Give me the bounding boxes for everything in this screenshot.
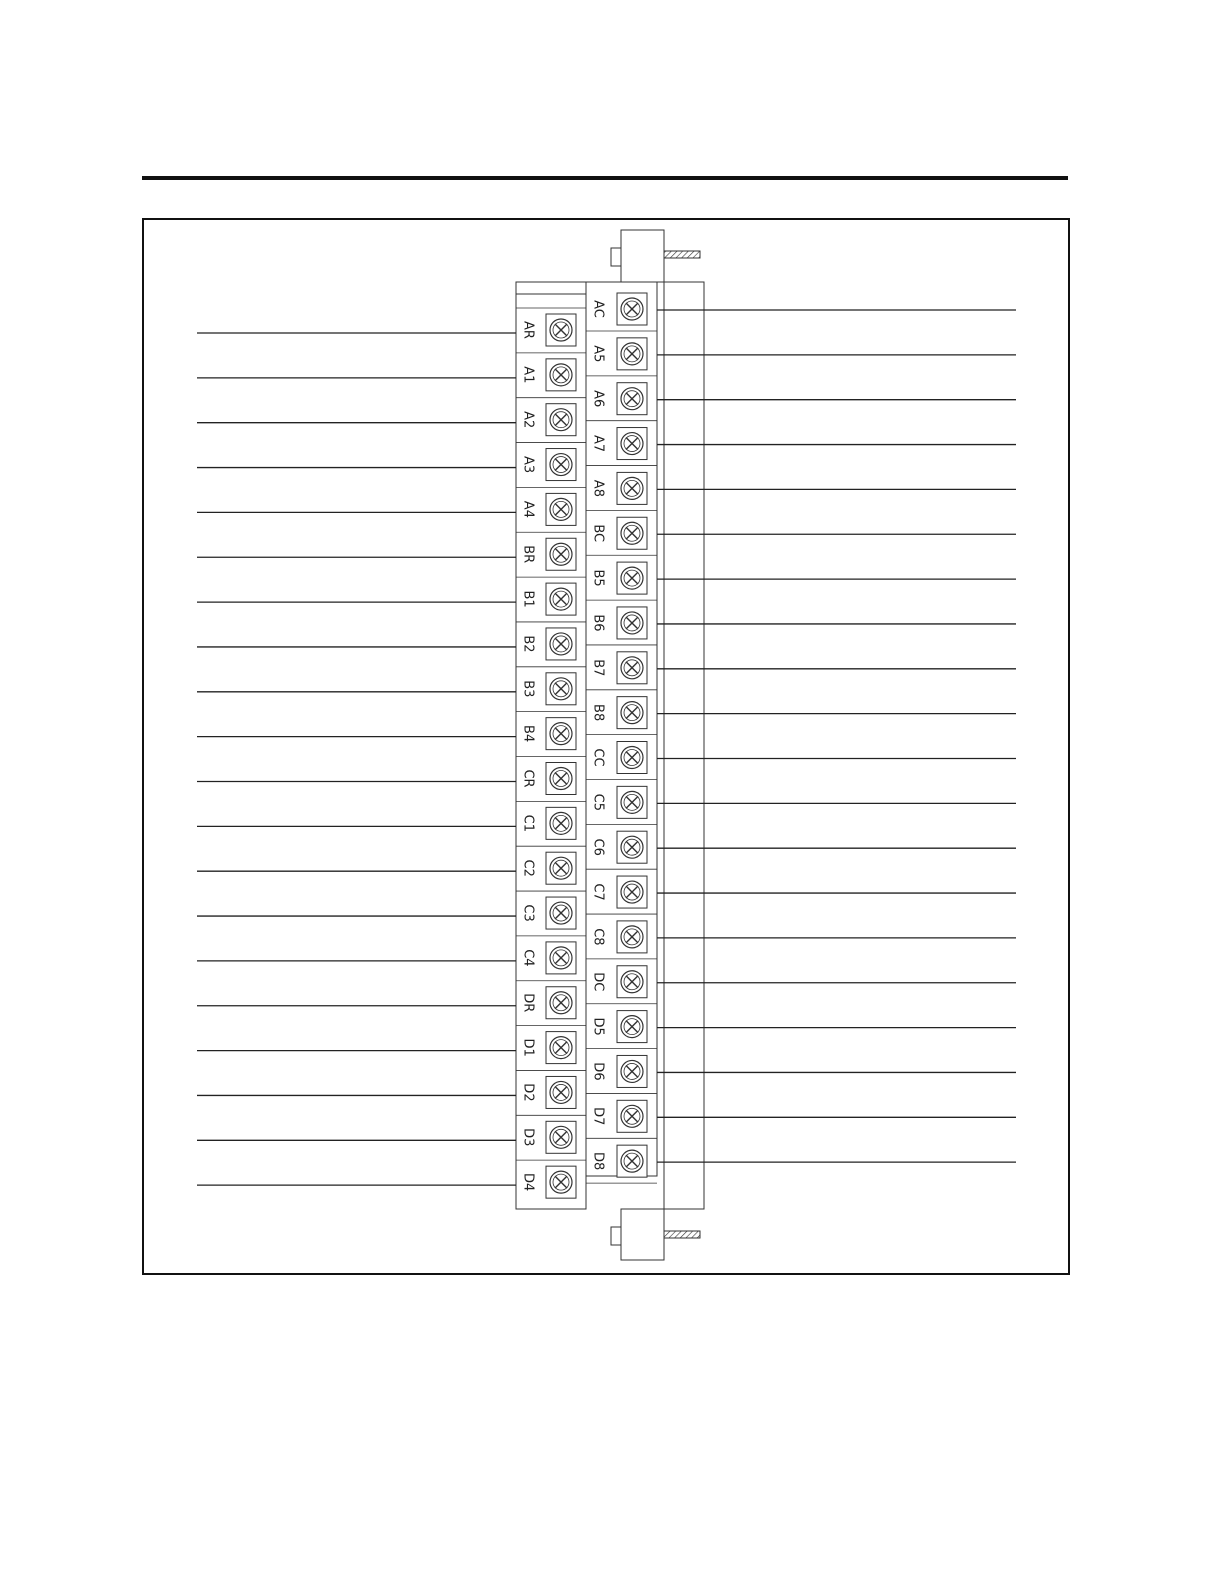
right-terminal-column	[586, 293, 1016, 1183]
terminal-label: A6	[590, 390, 606, 408]
screw-icon	[546, 1166, 576, 1198]
terminal-label: D8	[590, 1152, 606, 1171]
terminal-label: B7	[590, 659, 606, 677]
screw-icon	[546, 852, 576, 884]
screw-icon	[546, 359, 576, 391]
screw-icon	[546, 1076, 576, 1108]
screw-icon	[617, 428, 647, 460]
terminal-label: C3	[520, 904, 536, 922]
terminal-label: D6	[590, 1062, 606, 1081]
screw-icon	[546, 1032, 576, 1064]
terminal-label: C8	[590, 928, 606, 946]
screw-icon	[546, 583, 576, 615]
screw-icon	[617, 472, 647, 504]
right-terminal-a6	[586, 383, 1016, 421]
screw-icon	[617, 1055, 647, 1087]
screw-icon	[546, 987, 576, 1019]
right-terminal-b8	[586, 697, 1016, 735]
right-terminal-b6	[586, 607, 1016, 645]
screw-icon	[617, 786, 647, 818]
right-terminal-cc	[586, 742, 1016, 780]
terminal-label: C2	[520, 859, 536, 877]
screw-icon	[546, 673, 576, 705]
terminal-label: B3	[520, 680, 536, 698]
terminal-label: A4	[520, 500, 536, 518]
right-terminal-d7	[586, 1100, 1016, 1138]
screw-icon	[546, 628, 576, 660]
terminal-label: D3	[520, 1128, 536, 1147]
terminal-label: BR	[520, 545, 536, 564]
screw-icon	[546, 807, 576, 839]
screw-icon	[546, 897, 576, 929]
right-terminal-bc	[586, 517, 1016, 555]
right-terminal-a5	[586, 338, 1016, 376]
screw-icon	[617, 966, 647, 998]
top-mounting-bracket	[611, 230, 700, 282]
screw-icon	[546, 449, 576, 481]
screw-icon	[617, 517, 647, 549]
terminal-label: AR	[520, 321, 536, 339]
terminal-label: DR	[520, 993, 536, 1013]
terminal-label: C7	[590, 883, 606, 901]
screw-icon	[546, 942, 576, 974]
screw-icon	[617, 652, 647, 684]
terminal-label: A1	[520, 366, 536, 384]
screw-icon	[617, 1100, 647, 1132]
screw-icon	[546, 538, 576, 570]
terminal-label: B2	[520, 635, 536, 653]
terminal-label: C4	[520, 949, 536, 967]
terminal-label: AC	[590, 300, 606, 318]
screw-icon	[617, 383, 647, 415]
right-terminal-d6	[586, 1055, 1016, 1093]
right-terminal-dc	[586, 966, 1016, 1004]
screw-icon	[546, 404, 576, 436]
terminal-label: D7	[590, 1107, 606, 1126]
terminal-label: BC	[590, 524, 606, 543]
screw-icon	[546, 718, 576, 750]
terminal-label: D5	[590, 1017, 606, 1036]
right-terminal-ac	[586, 293, 1016, 331]
screw-icon	[617, 1011, 647, 1043]
terminal-label: B5	[590, 569, 606, 587]
right-terminal-c5	[586, 786, 1016, 824]
screw-icon	[617, 831, 647, 863]
terminal-label: CR	[520, 769, 536, 788]
terminal-label: A2	[520, 411, 536, 429]
terminal-label: CC	[590, 748, 606, 767]
terminal-label: D1	[520, 1038, 536, 1057]
terminal-label: B1	[520, 590, 536, 608]
right-terminal-d5	[586, 1011, 1016, 1049]
right-terminal-b5	[586, 562, 1016, 600]
screw-icon	[546, 493, 576, 525]
right-terminal-b7	[586, 652, 1016, 690]
terminal-label: C1	[520, 814, 536, 833]
screw-icon	[617, 697, 647, 729]
right-terminal-c7	[586, 876, 1016, 914]
screw-icon	[617, 742, 647, 774]
terminal-label: C6	[590, 838, 606, 856]
terminal-label: DC	[590, 972, 606, 992]
screw-icon	[546, 314, 576, 346]
terminal-label: D4	[520, 1173, 536, 1192]
terminal-label: B6	[590, 614, 606, 632]
screw-icon	[617, 607, 647, 639]
right-terminal-a7	[586, 428, 1016, 466]
bottom-mounting-bracket	[611, 1209, 700, 1260]
right-terminal-c8	[586, 921, 1016, 959]
right-terminal-a8	[586, 472, 1016, 510]
terminal-label: A3	[520, 455, 536, 474]
screw-icon	[617, 338, 647, 370]
screw-icon	[617, 562, 647, 594]
terminal-label: A5	[590, 345, 606, 363]
right-terminal-d8	[586, 1145, 1016, 1183]
screw-icon	[617, 1145, 647, 1177]
terminal-label: A8	[590, 479, 606, 497]
right-terminal-c6	[586, 831, 1016, 869]
terminal-label: D2	[520, 1083, 536, 1102]
terminal-label: C5	[590, 793, 606, 812]
terminal-label: A7	[590, 434, 606, 453]
screw-icon	[546, 763, 576, 795]
screw-icon	[617, 921, 647, 953]
screw-icon	[617, 876, 647, 908]
terminal-label: B8	[590, 704, 606, 722]
screw-icon	[546, 1121, 576, 1153]
terminal-label: B4	[520, 725, 536, 743]
screw-icon	[617, 293, 647, 325]
